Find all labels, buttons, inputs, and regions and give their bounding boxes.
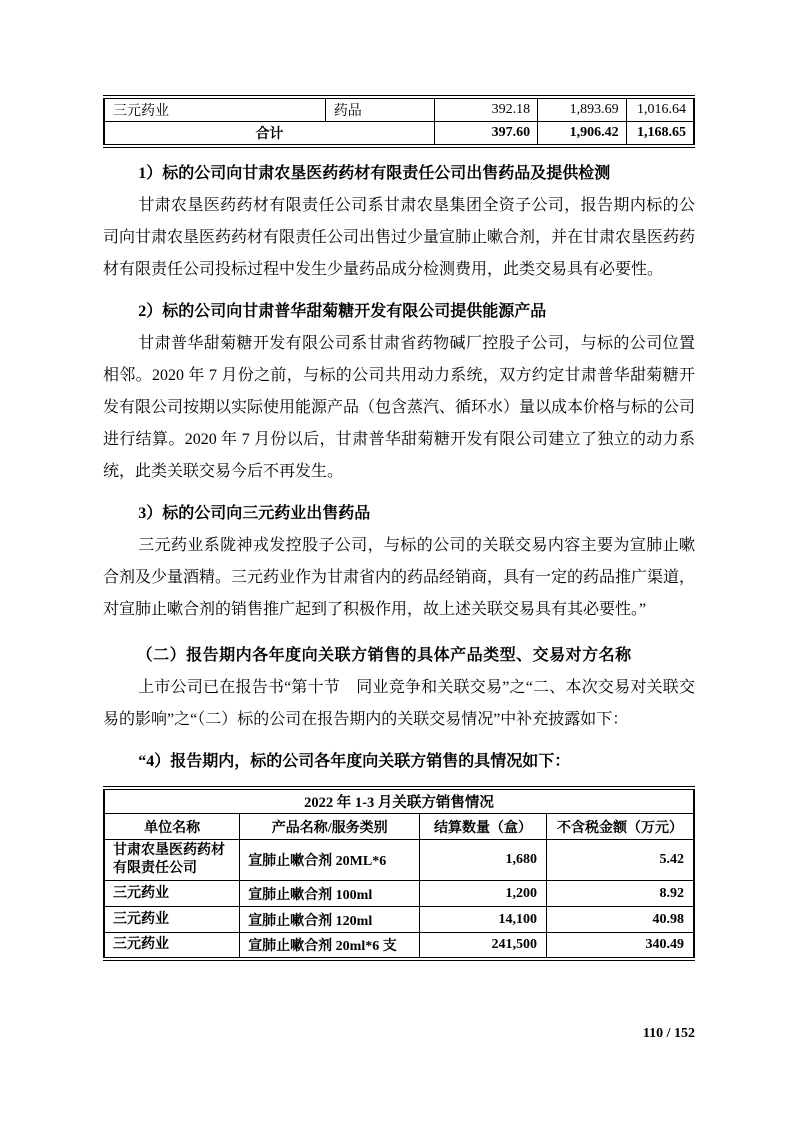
quantity-cell: 241,500 (420, 933, 547, 960)
category-cell: 药品 (325, 97, 434, 122)
column-header: 结算数量（盒） (420, 814, 547, 840)
section-heading: （二）报告期内各年度向关联方销售的具体产品类型、交易对方名称 (136, 647, 632, 664)
column-header: 不含税金额（万元） (546, 814, 694, 840)
amount-cell: 40.98 (546, 907, 694, 933)
subheading-3: 3）标的公司向三元药业出售药品 (138, 505, 371, 522)
sales-table-header-row (104, 814, 694, 840)
subheading-4: “4）报告期内，标的公司各年度向关联方销售的具情况如下： (138, 753, 571, 770)
product-cell: 宣肺止嗽合剂 20ml*6 支 (240, 933, 420, 960)
quantity-cell: 14,100 (420, 907, 547, 933)
total-value-cell: 1,168.65 (626, 122, 694, 147)
total-value-cell: 397.60 (434, 122, 537, 147)
unit-name-cell: 三元药业 (104, 881, 240, 907)
unit-name-cell: 甘肃农垦医药药材有限责任公司 (104, 840, 240, 881)
sales-table (103, 786, 695, 961)
subheading-2: 2）标的公司向甘肃普华甜菊糖开发有限公司提供能源产品 (138, 303, 547, 320)
amount-cell: 8.92 (546, 881, 694, 907)
value-cell: 392.18 (434, 97, 537, 122)
quantity-cell: 1,680 (420, 840, 547, 881)
column-header: 单位名称 (104, 814, 240, 840)
sales-table-title: 2022 年 1-3 月关联方销售情况 (104, 788, 694, 814)
paragraph-3: 三元药业系陇神戎发控股子公司，与标的公司的关联交易内容主要为宣肺止嗽合剂及少量酒精。三元药业作为甘肃省内的药品经销商，具有一定的药品推广渠道，对宣肺止嗽合剂的销售推广起到了积极作用，故上述关联交易具有其必要性。” (103, 537, 696, 618)
page-number: 110 / 152 (642, 1026, 695, 1041)
subheading-1: 1）标的公司向甘肃农垦医药药材有限责任公司出售药品及提供检测 (138, 165, 611, 182)
unit-name-cell: 三元药业 (104, 933, 240, 960)
product-cell: 宣肺止嗽合剂 100ml (240, 881, 420, 907)
paragraph-4: 上市公司已在报告书“第十节 同业竞争和关联交易”之“二、本次交易对关联交易的影响”之“（二）标的公司在报告期内的关联交易情况”中补充披露如下： (103, 679, 695, 728)
table-row (104, 933, 694, 960)
value-cell: 1,016.64 (626, 97, 694, 122)
paragraph-2: 甘肃普华甜菊糖开发有限公司系甘肃省药物碱厂控股子公司，与标的公司位置相邻。2020 年 7 月份之前，与标的公司共用动力系统，双方约定甘肃普华甜菊糖开发有限公司按期以实际使用能源产品（包含蒸汽、循环水）量以成本价格与标的公司进行结算。2020 年 7 月份以后，甘肃普华甜菊糖开发有限公司建立了独立的动力系统，此类关联交易今后不再发生。 (103, 335, 696, 480)
paragraph-1: 甘肃农垦医药药材有限责任公司系甘肃农垦集团全资子公司，报告期内标的公司向甘肃农垦医药药材有限责任公司出售过少量宣肺止嗽合剂，并在甘肃农垦医药药材有限责任公司投标过程中发生少量药品成分检测费用，此类交易具有必要性。 (103, 197, 696, 278)
quantity-cell: 1,200 (420, 881, 547, 907)
amount-cell: 340.49 (546, 933, 694, 960)
value-cell: 1,893.69 (538, 97, 627, 122)
table-row (104, 907, 694, 933)
table-row (104, 881, 694, 907)
table-row (104, 840, 694, 881)
page-content (103, 95, 695, 961)
total-label-cell: 合计 (104, 122, 434, 147)
product-cell: 宣肺止嗽合剂 120ml (240, 907, 420, 933)
table-row (104, 97, 694, 122)
amount-cell: 5.42 (546, 840, 694, 881)
total-value-cell: 1,906.42 (538, 122, 627, 147)
carryover-table (103, 95, 695, 148)
product-cell: 宣肺止嗽合剂 20ML*6 (240, 840, 420, 881)
unit-name-cell: 三元药业 (104, 907, 240, 933)
column-header: 产品名称/服务类别 (240, 814, 420, 840)
sales-table-title-row (104, 788, 694, 814)
table-total-row (104, 122, 694, 147)
party-name-cell: 三元药业 (104, 97, 325, 122)
